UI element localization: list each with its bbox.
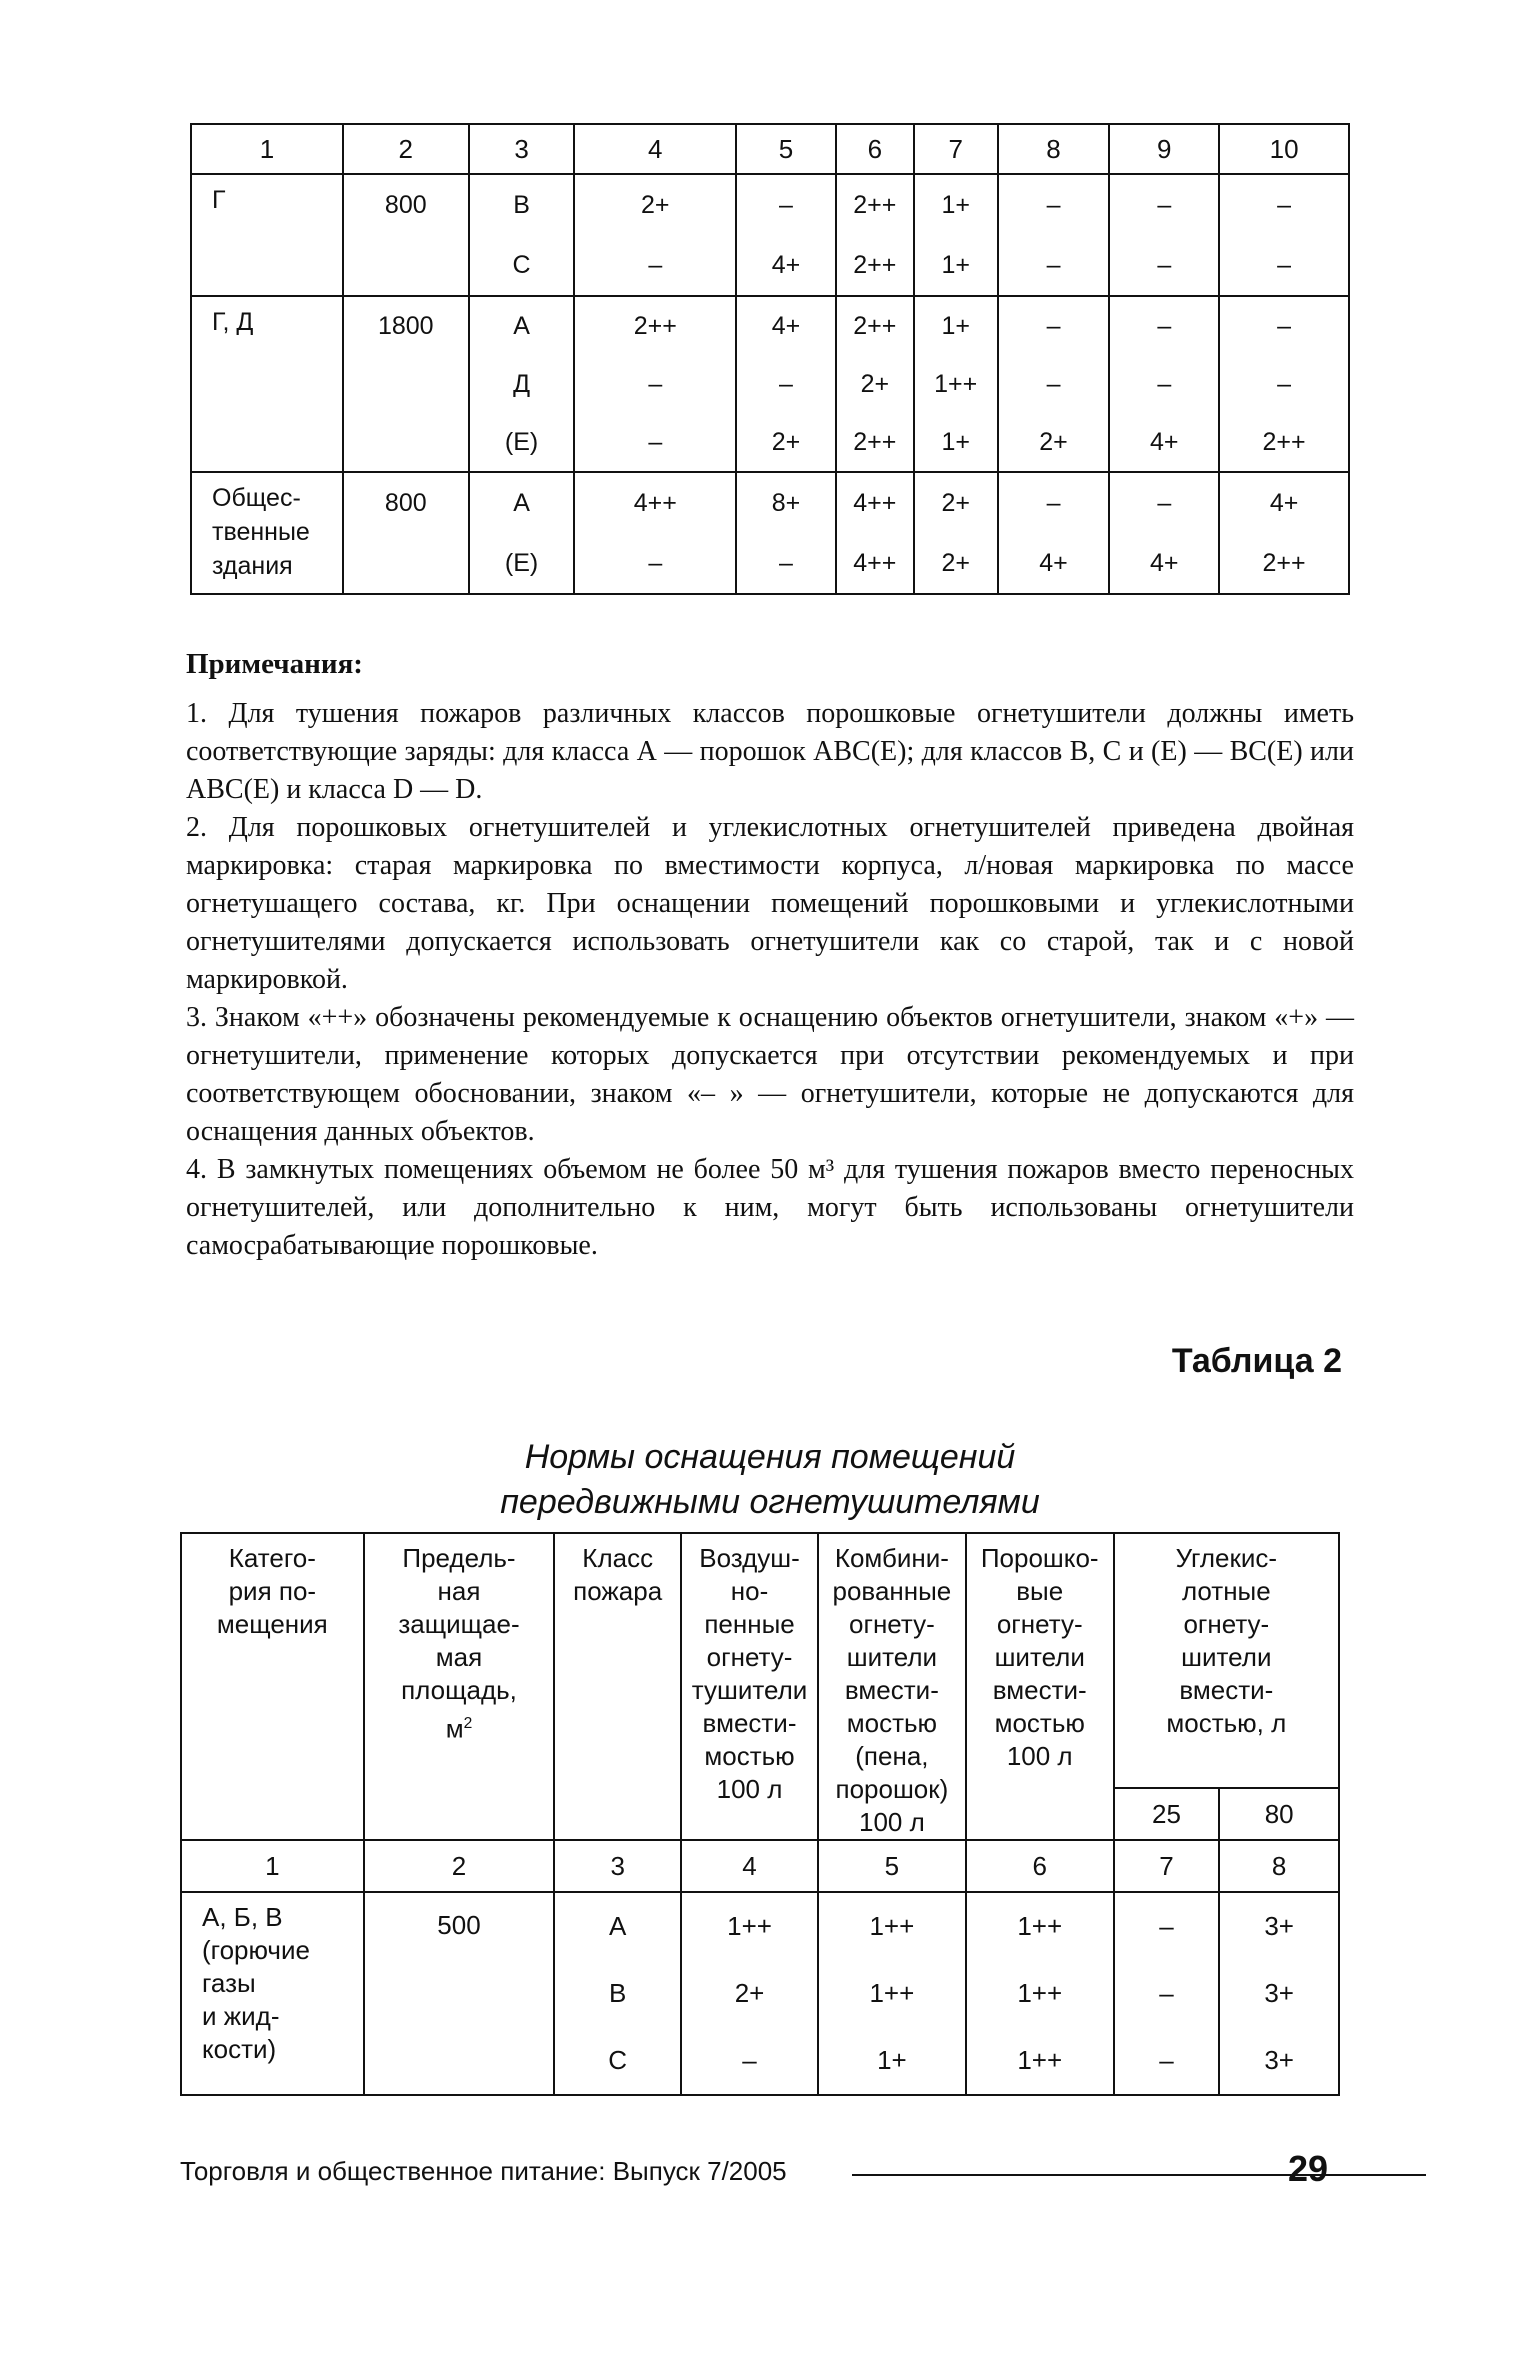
notes-heading: Примечания: — [186, 648, 363, 680]
table2-area-cell: 500 — [364, 1892, 555, 2095]
table1-header-row — [191, 124, 1349, 174]
table1-area-cell: 800 — [343, 174, 469, 296]
table1-header-cell: 1 — [191, 124, 343, 174]
table-row: Общес- твенные здания 800 А (Е) 4++ – 8+ – 4++ 4++ 2+ 2+ – 4+ – 4+ 4+ 2++ — [191, 472, 1349, 594]
extinguisher-table-2 — [180, 1532, 1340, 2096]
note-item: 1. Для тушения пожаров различных классов порошковые огнетушители должны иметь соответствующие заряды: для класса А — порошок ABC(E); для классов В, С и (Е) — ВС(Е) или ABC(E) и класса D — D. — [186, 698, 1354, 805]
table1-header-cell: 6 — [836, 124, 914, 174]
table1-header-cell: 4 — [574, 124, 736, 174]
table2-header-row — [181, 1533, 1339, 1788]
header-air-foam: Воздуш- но- пенные огнету- тушители вмести- мостью 100 л — [681, 1533, 818, 1840]
table-row: А, Б, В (горючие газы и жид- кости) 500 А В С 1++ 2+ – 1++ 1++ 1+ 1++ 1++ 1++ – – – 3+ 3+ 3+ — [181, 1892, 1339, 2095]
extinguisher-table-1 — [190, 123, 1350, 595]
table1-category-cell: Г, Д — [191, 296, 343, 472]
footer-divider — [852, 2174, 1426, 2176]
header-co2-25: 25 — [1114, 1788, 1220, 1840]
note-item: 4. В замкнутых помещениях объемом не более 50 м³ для тушения пожаров вместо переносных огнетушителей, или дополнительно к ним, могут быть использованы огнетушители самосрабатывающие порошковые. — [186, 1154, 1354, 1261]
note-item: 3. Знаком «++» обозначены рекомендуемые к оснащению объектов огнетушители, знаком «+» — огнетушители, применение которых допускается при отсутствии рекомендуемых и при соответствующем обосновании, знаком «– » — огнетушители, которые не допускаются для оснащения данных объектов. — [186, 1002, 1354, 1147]
page-number: 29 — [1287, 2148, 1328, 2189]
header-powder: Порошко- вые огнету- шители вмести- мостью 100 л — [966, 1533, 1114, 1840]
table1-area-cell: 800 — [343, 472, 469, 594]
table2-category-cell: А, Б, В (горючие газы и жид- кости) — [181, 1892, 364, 2095]
header-co2-80: 80 — [1219, 1788, 1339, 1840]
table1-header-cell: 5 — [736, 124, 836, 174]
table-row: Г, Д 1800 А Д (Е) 2++ – – 4+ – 2+ 2++ 2+ 2++ 1+ 1++ 1+ – – 2+ – – 4+ – – 2++ — [191, 296, 1349, 472]
table1-header-cell: 7 — [914, 124, 998, 174]
table1-header-cell: 8 — [998, 124, 1110, 174]
table1-category-cell: Г — [191, 174, 343, 296]
table1-category-cell: Общес- твенные здания — [191, 472, 343, 594]
header-combined: Комбини- рованные огнету- шители вмести- мостью (пена, порошок) 100 л — [818, 1533, 966, 1840]
table1-header-cell: 3 — [469, 124, 575, 174]
table1-area-cell: 1800 — [343, 296, 469, 472]
page-footer — [180, 2148, 1340, 2198]
notes-section — [186, 645, 1354, 1265]
table-row: Г 800 В С 2+ – – 4+ 2++ 2++ 1+ 1+ – – – – – – — [191, 174, 1349, 296]
table-title: Нормы оснащения помещений передвижными огнетушителями — [500, 1438, 1040, 1521]
header-area: Предель- ная защищае- мая площадь, $м^2$ — [364, 1533, 555, 1840]
header-fire-class: Класс пожара — [554, 1533, 681, 1840]
header-co2: Углекис- лотные огнету- шители вмести- мостью, л — [1114, 1533, 1339, 1788]
table1-header-cell: 2 — [343, 124, 469, 174]
header-category: Катего- рия по- мещения — [181, 1533, 364, 1840]
note-item: 2. Для порошковых огнетушителей и углекислотных огнетушителей приведена двойная маркировка: старая маркировка по вместимости корпуса, л/новая маркировка по массе огнетушащего состава, кг. При оснащении помещений порошковыми и углекислотными огнетушителями допускается использовать огнетушители как со старой, так и с новой маркировкой. — [186, 812, 1354, 995]
table2-number-row: 1 2 3 4 5 6 7 8 — [181, 1840, 1339, 1892]
table-label: Таблица 2 — [1171, 1342, 1342, 1380]
table1-header-cell: 9 — [1109, 124, 1219, 174]
publication-title: Торговля и общественное питание: Выпуск 7/2005 — [180, 2156, 787, 2186]
table1-header-cell: 10 — [1219, 124, 1349, 174]
